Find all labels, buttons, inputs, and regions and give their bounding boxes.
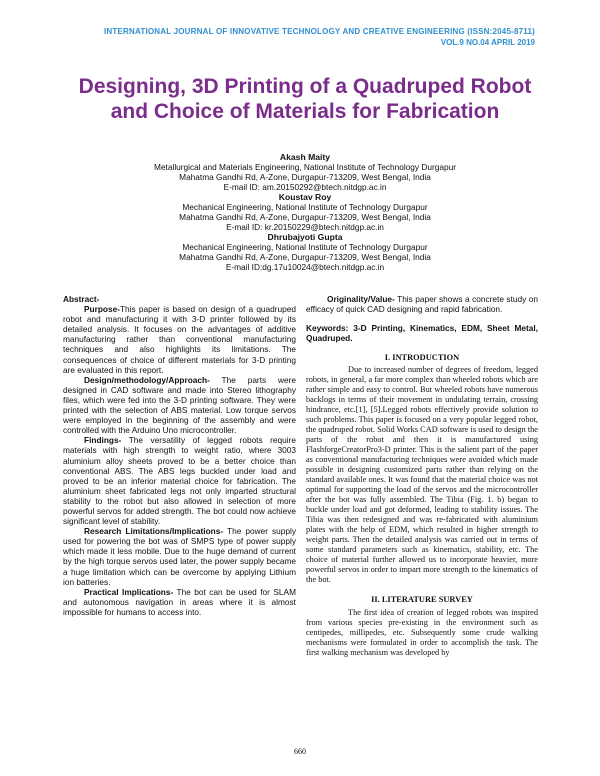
journal-header: INTERNATIONAL JOURNAL OF INNOVATIVE TECHNOLOGY AND CREATIVE ENGINEERING (ISSN:2045-8711) bbox=[104, 27, 535, 36]
abstract-practical bbox=[63, 587, 296, 617]
research-label: Research Limitations/Implications- bbox=[84, 526, 224, 537]
practical-label: Practical Implications- bbox=[84, 586, 174, 597]
design-text: The parts were designed in CAD software and made into Stereo lithography files, which were fed into the 3-D printing software. They were printed with the selection of ABS material. Low torque servos were employed in the beginning of the assembly and were controlled with the Arduino Uno microcontroller. bbox=[63, 374, 296, 436]
design-label: Design/methodology/Approach- bbox=[84, 374, 210, 385]
practical-text: The bot can be used for SLAM and autonomous navigation in areas where it is almost impossible for humans to access into. bbox=[63, 586, 296, 617]
abstract-heading: Abstract- bbox=[63, 294, 100, 304]
abstract-originality bbox=[306, 294, 538, 314]
author-affiliation: Mechanical Engineering, National Institute of Technology Durgapur bbox=[182, 242, 428, 252]
author-name: Akash Maity bbox=[279, 152, 331, 162]
author-affiliation: Mechanical Engineering, National Institute of Technology Durgapur bbox=[182, 202, 428, 212]
originality-text: This paper shows a concrete study on efficacy of quick CAD designing and rapid fabrication. bbox=[306, 294, 538, 315]
purpose-text: This paper is based on design of a quadruped robot and manufacturing it with 3-D printer followed by its detailed analysis. It focuses on the advantages of additive manufacturing rather than conventional manufacturing techniques and also highlights its limitations. The consequences of choice of different materials for 3-D printing are evaluated in this report. bbox=[63, 304, 296, 375]
introduction-heading: I. INTRODUCTION bbox=[384, 353, 460, 363]
literature-text: The first idea of creation of legged robots was inspired from various species pre-existing in the environment such as centipedes, millipedes, etc. Subsequently some crude walking mechanisms were formulated in order to accomplish the task. The first walking mechanism was developed by bbox=[306, 607, 538, 657]
author-name: Dhrubajyoti Gupta bbox=[267, 232, 343, 242]
abstract-research bbox=[63, 526, 296, 587]
issue-header: VOL.9 NO.04 APRIL 2019 bbox=[440, 38, 535, 47]
author-name: Koustav Roy bbox=[278, 192, 332, 202]
keywords-label: Keywords: bbox=[306, 323, 349, 334]
research-text: The power supply used for powering the bot was of SMPS type of power supply which made it less mobile. Due to the huge demand of current by the high torque servos used later, the power supply became a huge limitation which can be overcome by applying Lithium ion batteries. bbox=[63, 526, 296, 587]
originality-label: Originality/Value- bbox=[327, 294, 395, 304]
author-email: E-mail ID:dg.17u10024@btech.nitdgp.ac.in bbox=[225, 262, 385, 272]
introduction-text: Due to increased number of degrees of freedom, legged robots, in general, a far more complex than wheeled robots which are rather simple and easy to control. But wheeled robots have numerous backlogs in terms of their movement in undulating terrain, crossing hindrance, etc.[1], [5].Legged robots effectively provide solution to such problems. This paper is focused on a very popular legged robot, the quadruped robot. Solid Works CAD software is used to design the parts of the robot and then it is manufactured using FlashforgeCreatorPro3-D printer. This is the salient part of the paper as conventional manufacturing techniques were avoided which made possible in designing customized parts rather than relying on the standard available ones. It was found that the material choice was not optimal for supporting the load of the servos and the microcontroller after the bot was fully assembled. The Tibia (Fig. 1. b) began to buckle under load and got deformed, leading to stability issues. The Tibia was then redesigned and was re-fabricated with aluminium plates with the help of EDM, which resulted in higher strength to weight parts. Then the detailed analysis was carried out in terms of some standard parameters such as kinematics, stability, etc. The choice of material further allowed us to incorporate heavier, more powerful servos in order to impart more strength to the kinematics of the bot. bbox=[306, 365, 538, 585]
page-number: 660 bbox=[294, 747, 306, 756]
paper-title: Designing, 3D Printing of a Quadruped Robot and Choice of Materials for Fabrication bbox=[78, 75, 532, 123]
purpose-label: Purpose- bbox=[84, 304, 120, 315]
author-email: E-mail ID: am.20150292@btech.nitdgp.ac.in bbox=[223, 182, 387, 192]
abstract-purpose bbox=[63, 304, 296, 375]
author-email: E-mail ID: kr.20150229@btech.nitdgp.ac.in bbox=[226, 222, 384, 232]
findings-text: The versatility of legged robots require materials with high strength to weight ratio, where 3003 aluminium alloy sheets proved to be a better choice than conventional ABS. The ABS legs buckled under load and proved to be an inferior material choice for fabrication. The aluminium sheet fabricated legs not only imparted structural stability to the robot but also allowed in selection of more powerful servos for added strength. The bot could now achieve significant level of stability. bbox=[63, 435, 296, 527]
right-column bbox=[306, 294, 538, 658]
author-address: Mahatma Gandhi Rd, A-Zone, Durgapur-713209, West Bengal, India bbox=[179, 172, 431, 182]
abstract-findings bbox=[63, 435, 296, 526]
keywords-text: 3-D Printing, Kinematics, EDM, Sheet Metal, Quadruped. bbox=[306, 323, 538, 344]
author-affiliation: Metallurgical and Materials Engineering, National Institute of Technology Durgapur bbox=[154, 162, 456, 172]
abstract-design bbox=[63, 375, 296, 436]
author-block bbox=[60, 152, 550, 272]
author-address: Mahatma Gandhi Rd, A-Zone, Durgapur-713209, West Bengal, India bbox=[179, 252, 431, 262]
author-address: Mahatma Gandhi Rd, A-Zone, Durgapur-713209, West Bengal, India bbox=[179, 212, 431, 222]
literature-heading: II. LITERATURE SURVEY bbox=[371, 595, 473, 605]
keywords bbox=[306, 323, 538, 343]
findings-label: Findings- bbox=[84, 435, 122, 446]
left-column bbox=[63, 294, 296, 617]
